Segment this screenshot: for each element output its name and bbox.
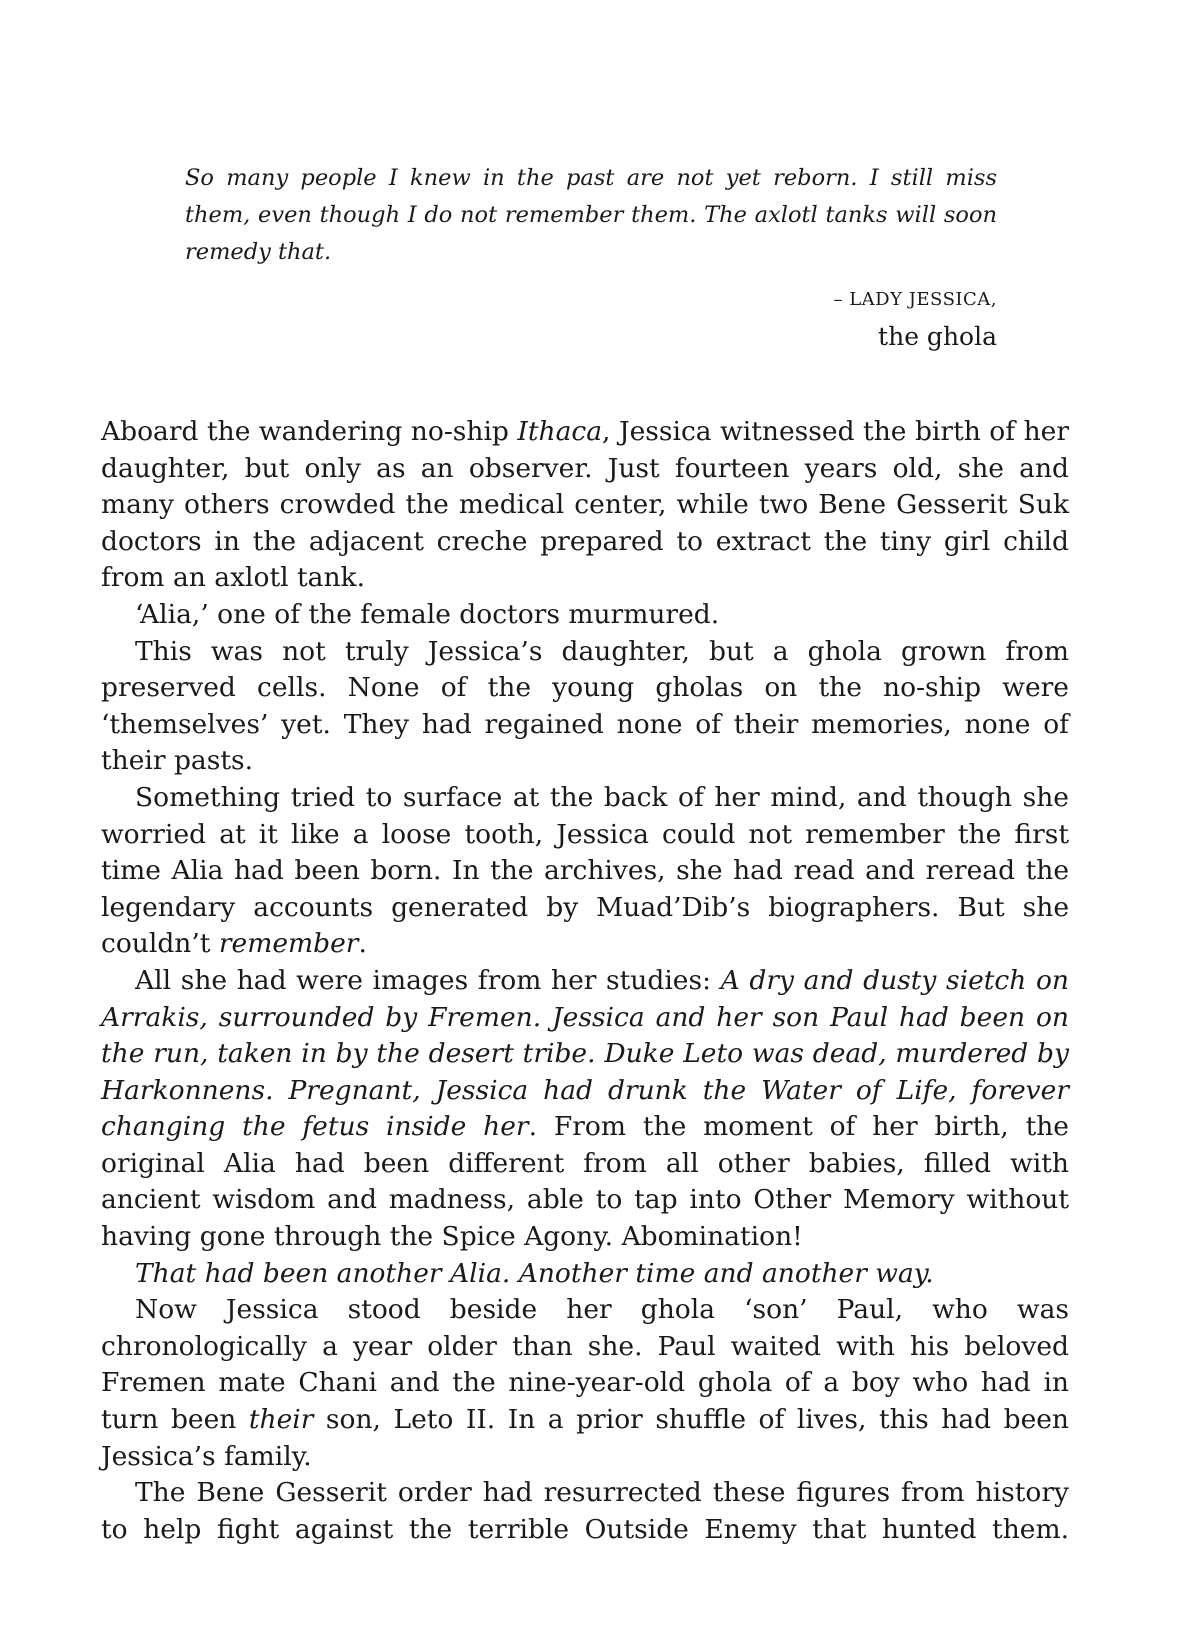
epigraph-attribution xyxy=(185,287,997,355)
paragraph-4 xyxy=(101,780,1069,963)
paragraph-7-emphasis: their xyxy=(248,1404,314,1436)
paragraph-4-emphasis: remember xyxy=(218,928,359,960)
chapter-body xyxy=(101,414,1069,1548)
paragraph-5-text-b: . From the moment of her birth, the original Alia had been different from all other babies, filled with ancient wisdom and madness, able to tap into Other Memory without having gone through the Spice Agony. Abomination! xyxy=(101,1111,1069,1253)
paragraph-5-text-a: All she had were images from her studies: xyxy=(135,964,721,996)
paragraph-6: That had been another Alia. Another time and another way. xyxy=(135,1257,934,1289)
paragraph-4-text-a: Something tried to surface at the back of her mind, and though she worried at it like a loose tooth, Jessica could not remember the first time Alia had been born. In the archives, she had read and reread the legendary accounts generated by Muad’Dib’s biographers. But she couldn’t xyxy=(101,781,1069,960)
paragraph-1-text-a: Aboard the wandering no-ship xyxy=(101,416,518,447)
paragraph-7 xyxy=(101,1292,1069,1475)
attribution-name: – LADY JESSICA, xyxy=(833,289,997,310)
paragraph-4-text-b: . xyxy=(358,928,367,960)
ship-name: Ithaca xyxy=(517,416,603,447)
paragraph-8: The Bene Gesserit order had resurrected these figures from history to help fight against the terrible Outside Enemy that hunted them. xyxy=(101,1477,1069,1545)
paragraph-7-text-a: Now Jessica stood beside her ghola ‘son’ Paul, who was chronologically a year older than she. Paul waited with his beloved Fremen mate Chani and the nine-year-old ghola of a boy who had in turn been xyxy=(101,1294,1069,1436)
paragraph-7-text-b: son, Leto II. In a prior shuffle of lives, this had been Jessica’s family. xyxy=(101,1404,1069,1472)
paragraph-3: This was not truly Jessica’s daughter, but a ghola grown from preserved cells. None of the young gholas on the no-ship were ‘themselves’ yet. They had regained none of their memories, none of their pasts. xyxy=(101,635,1069,777)
paragraph-1-text-b: , Jessica witnessed the birth of her daughter, but only as an observer. Just fourteen years old, she and many others crowded the medical center, while two Bene Gesserit Suk doctors in the adjacent creche prepared to extract the tiny girl child from an axlotl tank. xyxy=(101,416,1070,594)
paragraph-1 xyxy=(101,414,1069,597)
epigraph-quote: So many people I knew in the past are not yet reborn. I still miss them, even though I do not remember them. The axlotl tanks will soon remedy that. xyxy=(185,165,997,265)
paragraph-2: ‘Alia,’ one of the female doctors murmured. xyxy=(135,598,720,630)
epigraph xyxy=(185,160,997,355)
paragraph-5 xyxy=(101,963,1069,1256)
paragraph-5-flashback: A dry and dusty sietch on Arrakis, surrounded by Fremen. Jessica and her son Paul had been on the run, taken in by the desert tribe. Duke Leto was dead, murdered by Harkonnens. Pregnant, Jessica had drunk the Water of Life, forever changing the fetus inside her xyxy=(101,964,1069,1143)
attribution-role: the ghola xyxy=(878,322,997,351)
